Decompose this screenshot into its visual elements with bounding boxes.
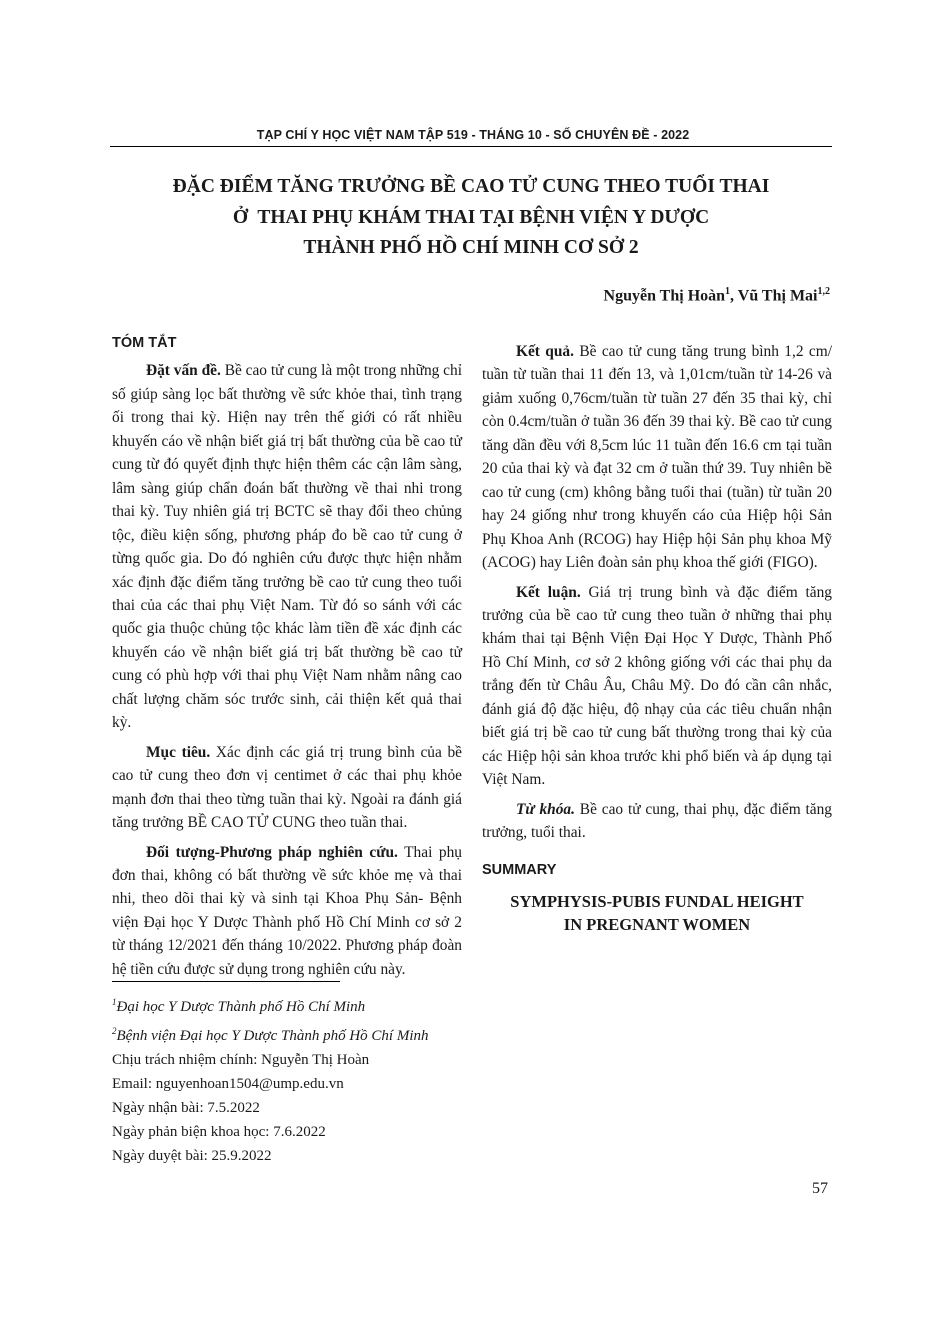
results-label: Kết quả. bbox=[516, 343, 574, 360]
results-text: Bề cao tử cung tăng trung bình 1,2 cm/ tuần từ tuần thai 11 đến 13, và 1,01cm/tuần từ 14-26 và giảm xuống 0,76cm/tuần từ tuần 27 đến 35 thai kỳ, chỉ còn 0.4cm/tuần ở tuần 36 đến 39 thai kỳ. Bề cao tử cung tăng dần đều với 8,5cm lúc 11 tuần đến 16.6 cm tại tuần 20 của thai kỳ và đạt 32 cm ở tuần thứ 39. Tuy nhiên bề cao tử cung (cm) không bằng tuổi thai (tuần) từ tuần 20 hay 24 giống như trong khuyến cáo của Hiệp hội Sản Phụ Khoa Anh (RCOG) hay Hiệp hội Sản phụ khoa Mỹ (ACOG) hay Liên đoàn sản phụ khoa thế giới (FIGO). bbox=[482, 343, 833, 572]
summary-title bbox=[482, 890, 832, 936]
date-received: Ngày nhận bài: 7.5.2022 bbox=[112, 1100, 260, 1116]
background-text: Bề cao tử cung là một trong những chỉ số giúp sàng lọc bất thường về sức khỏe thai, tình trạng ối trong thai kỳ. Hiện nay trên thế giới có rất nhiều khuyến cáo về nhận biết giá trị bất thường của bề cao tử cung từ đó quyết định thực hiện thêm các cận lâm sàng, lâm sàng giúp chẩn đoán bất thường về thai nhi trong thai kỳ. Tuy nhiên giá trị BCTC sẽ thay đổi theo chủng tộc, điều kiện sống, phương pháp đo bề cao tử cung ở từng quốc gia. Do đó nghiên cứu được thực hiện nhằm xác định đặc điểm tăng trưởng bề cao tử cung theo tuổi thai của các thai phụ Việt Nam. Từ đó so sánh với các quốc gia thuộc chủng tộc khác làm tiền đề xác định các khuyến cáo về nhận biết giá trị bất thường bề cao tử cung có phù hợp với thai phụ Việt Nam nhằm nâng cao chất lượng chăm sóc trước sinh, cải thiện kết quả thai kỳ. bbox=[112, 362, 462, 732]
keywords-text: Bề cao tử cung, thai phụ, đặc điểm tăng trưởng, tuổi thai. bbox=[482, 800, 833, 842]
background-label: Đặt vấn đề. bbox=[146, 362, 221, 380]
affiliation-1-sup: 1 bbox=[112, 997, 117, 1007]
author-2: Vũ Thị Mai bbox=[737, 287, 818, 305]
author-separator: , bbox=[730, 287, 738, 305]
article-title bbox=[110, 172, 832, 264]
abstract-objective bbox=[112, 741, 462, 835]
corresponding-author: Chịu trách nhiệm chính: Nguyễn Thị Hoàn bbox=[112, 1052, 370, 1068]
date-reviewed: Ngày phản biện khoa học: 7.6.2022 bbox=[112, 1124, 326, 1140]
objective-label: Mục tiêu. bbox=[146, 743, 211, 761]
author-2-affiliation: 1,2 bbox=[817, 286, 830, 297]
summary-title-line-1: SYMPHYSIS-PUBIS FUNDAL HEIGHT bbox=[510, 891, 804, 911]
page-number: 57 bbox=[812, 1180, 828, 1197]
footnotes bbox=[112, 990, 472, 1168]
abstract-methods-start bbox=[112, 841, 462, 978]
affiliation-2 bbox=[112, 1019, 472, 1048]
affiliation-2-text: Bệnh viện Đại học Y Dược Thành phố Hồ Chí Minh bbox=[116, 1028, 429, 1044]
footnote-rule bbox=[112, 981, 340, 982]
summary-heading: SUMMARY bbox=[482, 861, 557, 878]
conclusion-text: Giá trị trung bình và đặc điểm tăng trưởng của bề cao tử cung theo tuần ở những thai phụ khám thai tại Bệnh Viện Đại Học Y Dược, Thành Phố Hồ Chí Minh, cơ sở 2 không giống với các thai phụ da trắng đến từ Châu Âu, Châu Mỹ. Do đó cần cân nhắc, đánh giá độ đặc hiệu, độ nhạy của các tiêu chuẩn nhận biết giá trị bề cao tử cung bất thường trong thai kỳ của các Hiệp hội sản khoa trước khi phổ biến và áp dụng tại Việt Nam. bbox=[482, 583, 832, 789]
keywords-label: Từ khóa. bbox=[516, 800, 575, 818]
header-rule bbox=[110, 146, 832, 147]
date-accepted: Ngày duyệt bài: 25.9.2022 bbox=[112, 1148, 272, 1164]
abstract-keywords bbox=[482, 798, 832, 845]
author-1-affiliation: 1 bbox=[725, 286, 731, 297]
affiliation-2-sup: 2 bbox=[112, 1026, 117, 1036]
right-column bbox=[482, 340, 832, 936]
methods-text: Thai phụ đơn thai, không có bất thường về sức khỏe mẹ và thai nhi, theo dõi thai kỳ và sinh tại Khoa Phụ Sản- Bệnh viện Đại học Y Dược Thành phố Hồ Chí Minh cơ sở 2 từ tháng 12/2021 đến tháng 10/2022. Phương pháp đoàn hệ tiền cứu được sử dụng trong nghiên cứu này. bbox=[112, 843, 462, 978]
abstract-background bbox=[112, 359, 462, 734]
abstract-results bbox=[482, 340, 832, 575]
title-line-1: ĐẶC ĐIỂM TĂNG TRƯỞNG BỀ CAO TỬ CUNG THEO TUỔI THAI bbox=[172, 176, 770, 197]
summary-title-line-2: IN PREGNANT WOMEN bbox=[563, 914, 751, 934]
running-header: TẠP CHÍ Y HỌC VIỆT NAM TẬP 519 - THÁNG 10 - SỐ CHUYÊN ĐỀ - 2022 bbox=[256, 128, 690, 142]
title-line-3: THÀNH PHỐ HỒ CHÍ MINH CƠ SỞ 2 bbox=[303, 237, 639, 258]
objective-text: Xác định các giá trị trung bình của bề cao tử cung theo đơn vị centimet ở các thai phụ khỏe mạnh đơn thai theo từng tuần thai kỳ. Ngoài ra đánh giá tăng trưởng BỀ CAO TỬ CUNG theo tuần thai. bbox=[112, 743, 462, 832]
author-1: Nguyễn Thị Hoàn bbox=[603, 287, 726, 305]
abstract-heading: TÓM TẮT bbox=[112, 335, 177, 351]
affiliation-1-text: Đại học Y Dược Thành phố Hồ Chí Minh bbox=[116, 999, 366, 1015]
author-list bbox=[604, 286, 830, 305]
abstract-conclusion bbox=[482, 581, 832, 792]
conclusion-label: Kết luận. bbox=[516, 583, 581, 601]
affiliation-1 bbox=[112, 990, 472, 1019]
left-column bbox=[112, 332, 462, 978]
corresponding-email: Email: nguyenhoan1504@ump.edu.vn bbox=[112, 1076, 344, 1092]
title-line-2: Ở THAI PHỤ KHÁM THAI TẠI BỆNH VIỆN Y DƯỢC bbox=[232, 206, 710, 228]
methods-label: Đối tượng-Phương pháp nghiên cứu. bbox=[146, 843, 398, 861]
